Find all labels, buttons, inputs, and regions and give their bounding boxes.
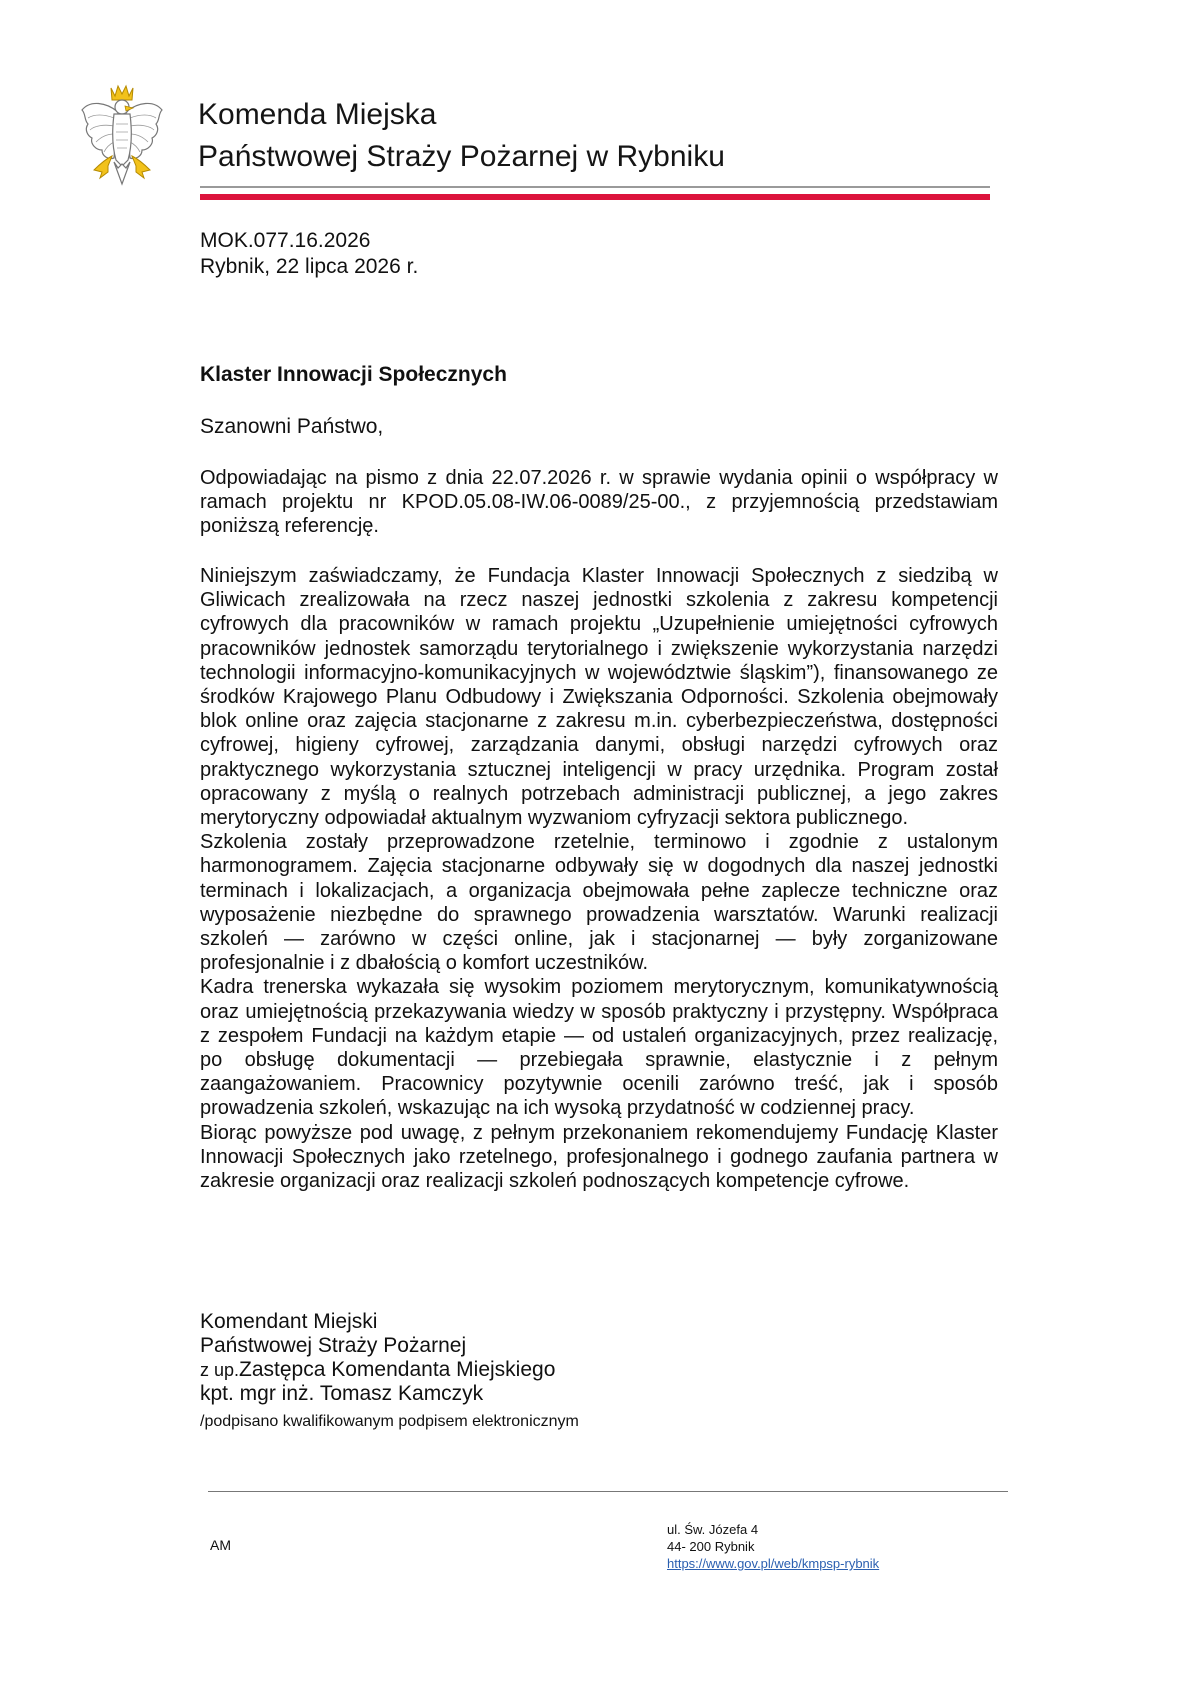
letter-meta [200,228,418,280]
institution-line-1: Komenda Miejska [198,98,437,131]
address-postal-city: 44- 200 Rybnik [667,1539,755,1554]
salutation: Szanowni Państwo, [200,415,384,438]
signature-deputy-title: Zastępca Komendanta Miejskiego [239,1358,556,1381]
signature-block [200,1310,579,1434]
reference-number: MOK.077.16.2026 [200,229,371,252]
signature-note: /podpisano kwalifikowanym podpisem elektronicznym [200,1413,579,1430]
institution-line-2: Państwowej Straży Pożarnej w Rybniku [198,140,725,173]
website-link[interactable]: https://www.gov.pl/web/kmpsp-rybnik [667,1556,880,1571]
paragraph-2: Szkolenia zostały przeprowadzone rzetelnie, terminowo i zgodnie z ustalonym harmonogramem. Zajęcia stacjonarne odbywały się w dogodnych dla naszej jednostki terminach i lokalizacjach, a organizacja obejmowała pełne zaplecze techniczne oraz wyposażenie niezbędne do sprawnego prowadzenia warsztatów. Warunki realizacji szkoleń — zarówno w części online, jak i stacjonarnej — były zorganizowane profesjonalnie i z dbałością o komfort uczestników. [200,831,998,975]
signature-title: Komendant Miejski [200,1310,378,1333]
letter-body [200,564,998,1193]
paragraph: Odpowiadając na pismo z dnia 22.07.2026 r. w sprawie wydania opinii o współpracy w ramach projektu nr KPOD.05.08-IW.06-0089/25-00., z przyjemnością przedstawiam poniższą referencję. [200,467,998,538]
footer-divider [208,1491,1008,1492]
footer-address [667,1521,879,1572]
place-date: Rybnik, 22 lipca 2026 r. [200,255,419,278]
address-street: ul. Św. Józefa 4 [667,1522,759,1537]
signature-unit: Państwowej Straży Pożarnej [200,1334,467,1357]
signature-deputy [200,1358,579,1382]
paragraph-3: Kadra trenerska wykazała się wysokim poziomem merytorycznym, komunikatywnością oraz umiejętnością przekazywania wiedzy w sposób praktyczny i przystępny. Współpraca z zespołem Fundacji na każdym etapie — od ustaleń organizacyjnych, przez realizację, po obsługę dokumentacji — przebiegała sprawnie, elastycznie i z pełnym zaangażowaniem. Pracownicy pozytywnie ocenili zarówno treść, jak i sposób prowadzenia szkoleń, wskazując na ich wysoką przydatność w codziennej pracy. [200,976,998,1120]
paragraph-4: Biorąc powyższe pod uwagę, z pełnym przekonaniem rekomendujemy Fundację Klaster Innowacji Społecznych jako rzetelnego, profesjonalnego i godnego zaufania partnera w zakresie organizacji oraz realizacji szkoleń podnoszących kompetencje cyfrowe. [200,1121,998,1193]
institution-name [198,94,725,178]
header-divider-gray [200,186,990,188]
paragraph-1: Niniejszym zaświadczamy, że Fundacja Klaster Innowacji Społecznych z siedzibą w Gliwicach zrealizowała na rzecz naszej jednostki szkolenia z zakresu kompetencji cyfrowych dla pracowników w ramach projektu „Uzupełnienie umiejętności cyfrowych pracowników jednostek samorządu terytorialnego i zwiększenie wykorzystania narzędzi technologii informacyjno-komunikacyjnych w województwie śląskim”), finansowanego ze środków Krajowego Planu Odbudowy i Zwiększania Odporności. Szkolenia obejmowały blok online oraz zajęcia stacjonarne z zakresu m.in. cyberbezpieczeństwa, dostępności cyfrowej, higieny cyfrowej, zarządzania danymi, obsługi narzędzi cyfrowych oraz praktycznego wykorzystania sztucznej inteligencji w pracy urzędnika. Program został opracowany z myślą o realnych potrzebach administracji publicznej, a jego zakres merytoryczny odpowiadał aktualnym wyzwaniom cyfryzacji sektora publicznego. [200,565,998,830]
signatory-name: kpt. mgr inż. Tomasz Kamczyk [200,1382,484,1405]
signature-authorization: z up. [200,1360,240,1380]
author-initials: AM [210,1537,231,1553]
white-eagle-emblem-icon [78,80,166,198]
intro-paragraph [200,466,998,539]
header-divider-red [200,194,990,200]
addressee: Klaster Innowacji Społecznych [200,363,507,386]
